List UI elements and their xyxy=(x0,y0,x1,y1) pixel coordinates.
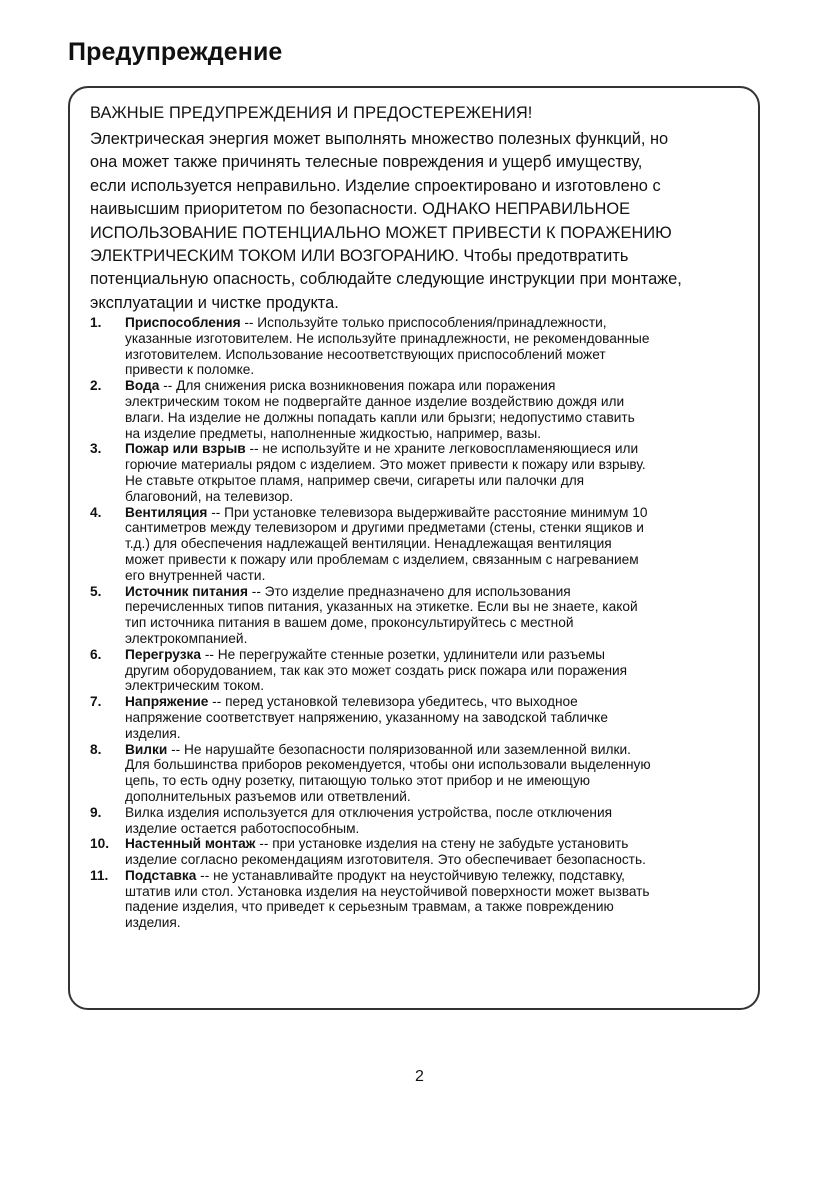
item-number: 11. xyxy=(90,867,109,883)
intro-line: ИСПОЛЬЗОВАНИЕ ПОТЕНЦИАЛЬНО МОЖЕТ ПРИВЕСТИ К ПОРАЖЕНИЮ xyxy=(90,223,672,242)
item-line: т.д.) для обеспечения надлежащей вентиляции. Ненадлежащая вентиляция xyxy=(125,536,612,552)
item-line xyxy=(125,694,750,710)
list-item xyxy=(90,441,750,504)
item-term: Подставка xyxy=(125,867,197,883)
item-line: благовоний, на телевизор. xyxy=(125,488,294,504)
item-number: 1. xyxy=(90,315,102,330)
item-text: -- при установке изделия на стену не забудьте установить xyxy=(255,836,629,852)
item-term: Пожар или взрыв xyxy=(125,441,246,457)
item-line: может привести к пожару или проблемам с изделием, связанным с нагреванием xyxy=(125,551,639,567)
instructions-list xyxy=(90,315,750,931)
item-line: дополнительных разъемов или ответвлений. xyxy=(125,788,411,804)
item-line: изделия. xyxy=(125,725,181,741)
item-term: Напряжение xyxy=(125,694,209,710)
list-item xyxy=(90,805,750,837)
item-number: 3. xyxy=(90,441,102,457)
intro-line: потенциальную опасность, соблюдайте следующие инструкции при монтаже, xyxy=(90,270,682,289)
list-item xyxy=(90,315,750,378)
intro-line: ЭЛЕКТРИЧЕСКИМ ТОКОМ ИЛИ ВОЗГОРАНИЮ. Чтобы предотвратить xyxy=(90,247,629,266)
list-item xyxy=(90,836,750,868)
list-item xyxy=(90,505,750,584)
item-text: -- Для снижения риска возникновения пожара или поражения xyxy=(159,378,556,394)
item-number: 10. xyxy=(90,836,110,852)
item-line: привести к поломке. xyxy=(125,362,255,378)
item-term: Вилки xyxy=(125,741,168,757)
page-number: 2 xyxy=(415,1068,424,1085)
item-line xyxy=(125,441,750,457)
item-number: 5. xyxy=(90,583,102,599)
item-number: 2. xyxy=(90,378,102,394)
item-line: указанные изготовителем. Не используйте принадлежности, не рекомендованные xyxy=(125,330,650,346)
item-line xyxy=(125,647,750,663)
item-text: -- Это изделие предназначено для использования xyxy=(247,583,571,599)
item-text: -- При установке телевизора выдерживайте расстояние минимум 10 xyxy=(207,504,648,520)
intro-line: если используется неправильно. Изделие спроектировано и изготовлено с xyxy=(90,176,661,195)
list-item xyxy=(90,647,750,694)
item-line xyxy=(125,584,750,600)
item-line: электрическим током не подвергайте данное изделие воздействию дождя или xyxy=(125,393,625,409)
item-number: 9. xyxy=(90,804,102,820)
item-text: -- перед установкой телевизора убедитесь, что выходное xyxy=(208,694,578,710)
item-number: 4. xyxy=(90,504,102,520)
item-line: его внутренней части. xyxy=(125,567,266,583)
item-line: тип источника питания в вашем доме, проконсультируйтесь с местной xyxy=(125,615,574,631)
item-line: изделие остается работоспособным. xyxy=(125,820,360,836)
item-line xyxy=(125,742,750,758)
item-line: влаги. На изделие не должны попадать капли или брызги; недопустимо ставить xyxy=(125,409,635,425)
item-line xyxy=(125,378,750,394)
item-text: -- Используйте только приспособления/принадлежности, xyxy=(240,315,607,330)
item-number: 7. xyxy=(90,694,102,710)
item-term: Источник питания xyxy=(125,583,248,599)
item-term: Перегрузка xyxy=(125,646,202,662)
item-line: изделие согласно рекомендациям изготовителя. Это обеспечивает безопасность. xyxy=(125,852,646,868)
item-line: цепь, то есть одну розетку, питающую только этот прибор и не имеющую xyxy=(125,773,591,789)
item-line: перечисленных типов питания, указанных на этикетке. Если вы не знаете, какой xyxy=(125,599,638,615)
item-term: Вентиляция xyxy=(125,504,208,520)
list-item xyxy=(90,868,750,931)
item-line: Не ставьте открытое пламя, например свечи, сигареты или палочки для xyxy=(125,472,585,488)
item-term: Вода xyxy=(125,378,160,394)
item-line xyxy=(125,315,750,331)
item-term: Настенный монтаж xyxy=(125,836,256,852)
item-line: падение изделия, что приведет к серьезным травмам, а также повреждению xyxy=(125,899,614,915)
intro-paragraph xyxy=(90,128,750,315)
list-item xyxy=(90,584,750,647)
intro-line: Электрическая энергия может выполнять множество полезных функций, но xyxy=(90,130,669,148)
item-text: -- не используйте и не храните легковоспламеняющиеся или xyxy=(245,441,639,457)
item-line: другим оборудованием, так как это может создать риск пожара или поражения xyxy=(125,662,628,678)
item-line: на изделие предметы, наполненные жидкостью, например, вазы. xyxy=(125,425,542,441)
intro-line: эксплуатации и чистке продукта. xyxy=(90,293,339,312)
item-line: электрокомпанией. xyxy=(125,630,248,646)
item-line: изготовителем. Использование несоответствующих приспособлений может xyxy=(125,346,606,362)
item-term: Приспособления xyxy=(125,315,241,330)
item-text: -- Не перегружайте стенные розетки, удлинители или разъемы xyxy=(201,646,605,662)
intro-line: она может также причинять телесные повреждения и ущерб имуществу, xyxy=(90,153,643,172)
item-line: Вилка изделия используется для отключения устройства, после отключения xyxy=(125,804,612,820)
list-item xyxy=(90,378,750,441)
warning-heading: ВАЖНЫЕ ПРЕДУПРЕЖДЕНИЯ И ПРЕДОСТЕРЕЖЕНИЯ! xyxy=(90,104,533,122)
item-line xyxy=(125,836,750,852)
item-line: горючие материалы рядом с изделием. Это может привести к пожару или взрыву. xyxy=(125,457,646,473)
item-text: -- Не нарушайте безопасности поляризованной или заземленной вилки. xyxy=(167,741,631,757)
item-number: 6. xyxy=(90,646,102,662)
list-item xyxy=(90,742,750,805)
item-number: 8. xyxy=(90,741,102,757)
page-title: Предупреждение xyxy=(68,38,283,66)
item-line: электрическим током. xyxy=(125,678,265,694)
item-line xyxy=(125,505,750,521)
item-line: Для большинства приборов рекомендуется, чтобы они использовали выделенную xyxy=(125,757,651,773)
list-item xyxy=(90,694,750,741)
item-line: сантиметров между телевизором и другими предметами (стены, стенки ящиков и xyxy=(125,520,644,536)
intro-line: наивысшим приоритетом по безопасности. ОДНАКО НЕПРАВИЛЬНОЕ xyxy=(90,200,631,219)
item-line: штатив или стол. Установка изделия на неустойчивой поверхности может вызвать xyxy=(125,883,650,899)
item-line: напряжение соответствует напряжению, указанному на заводской табличке xyxy=(125,709,608,725)
item-line: изделия. xyxy=(125,915,181,931)
item-line xyxy=(125,868,750,884)
item-text: -- не устанавливайте продукт на неустойчивую тележку, подставку, xyxy=(196,867,625,883)
